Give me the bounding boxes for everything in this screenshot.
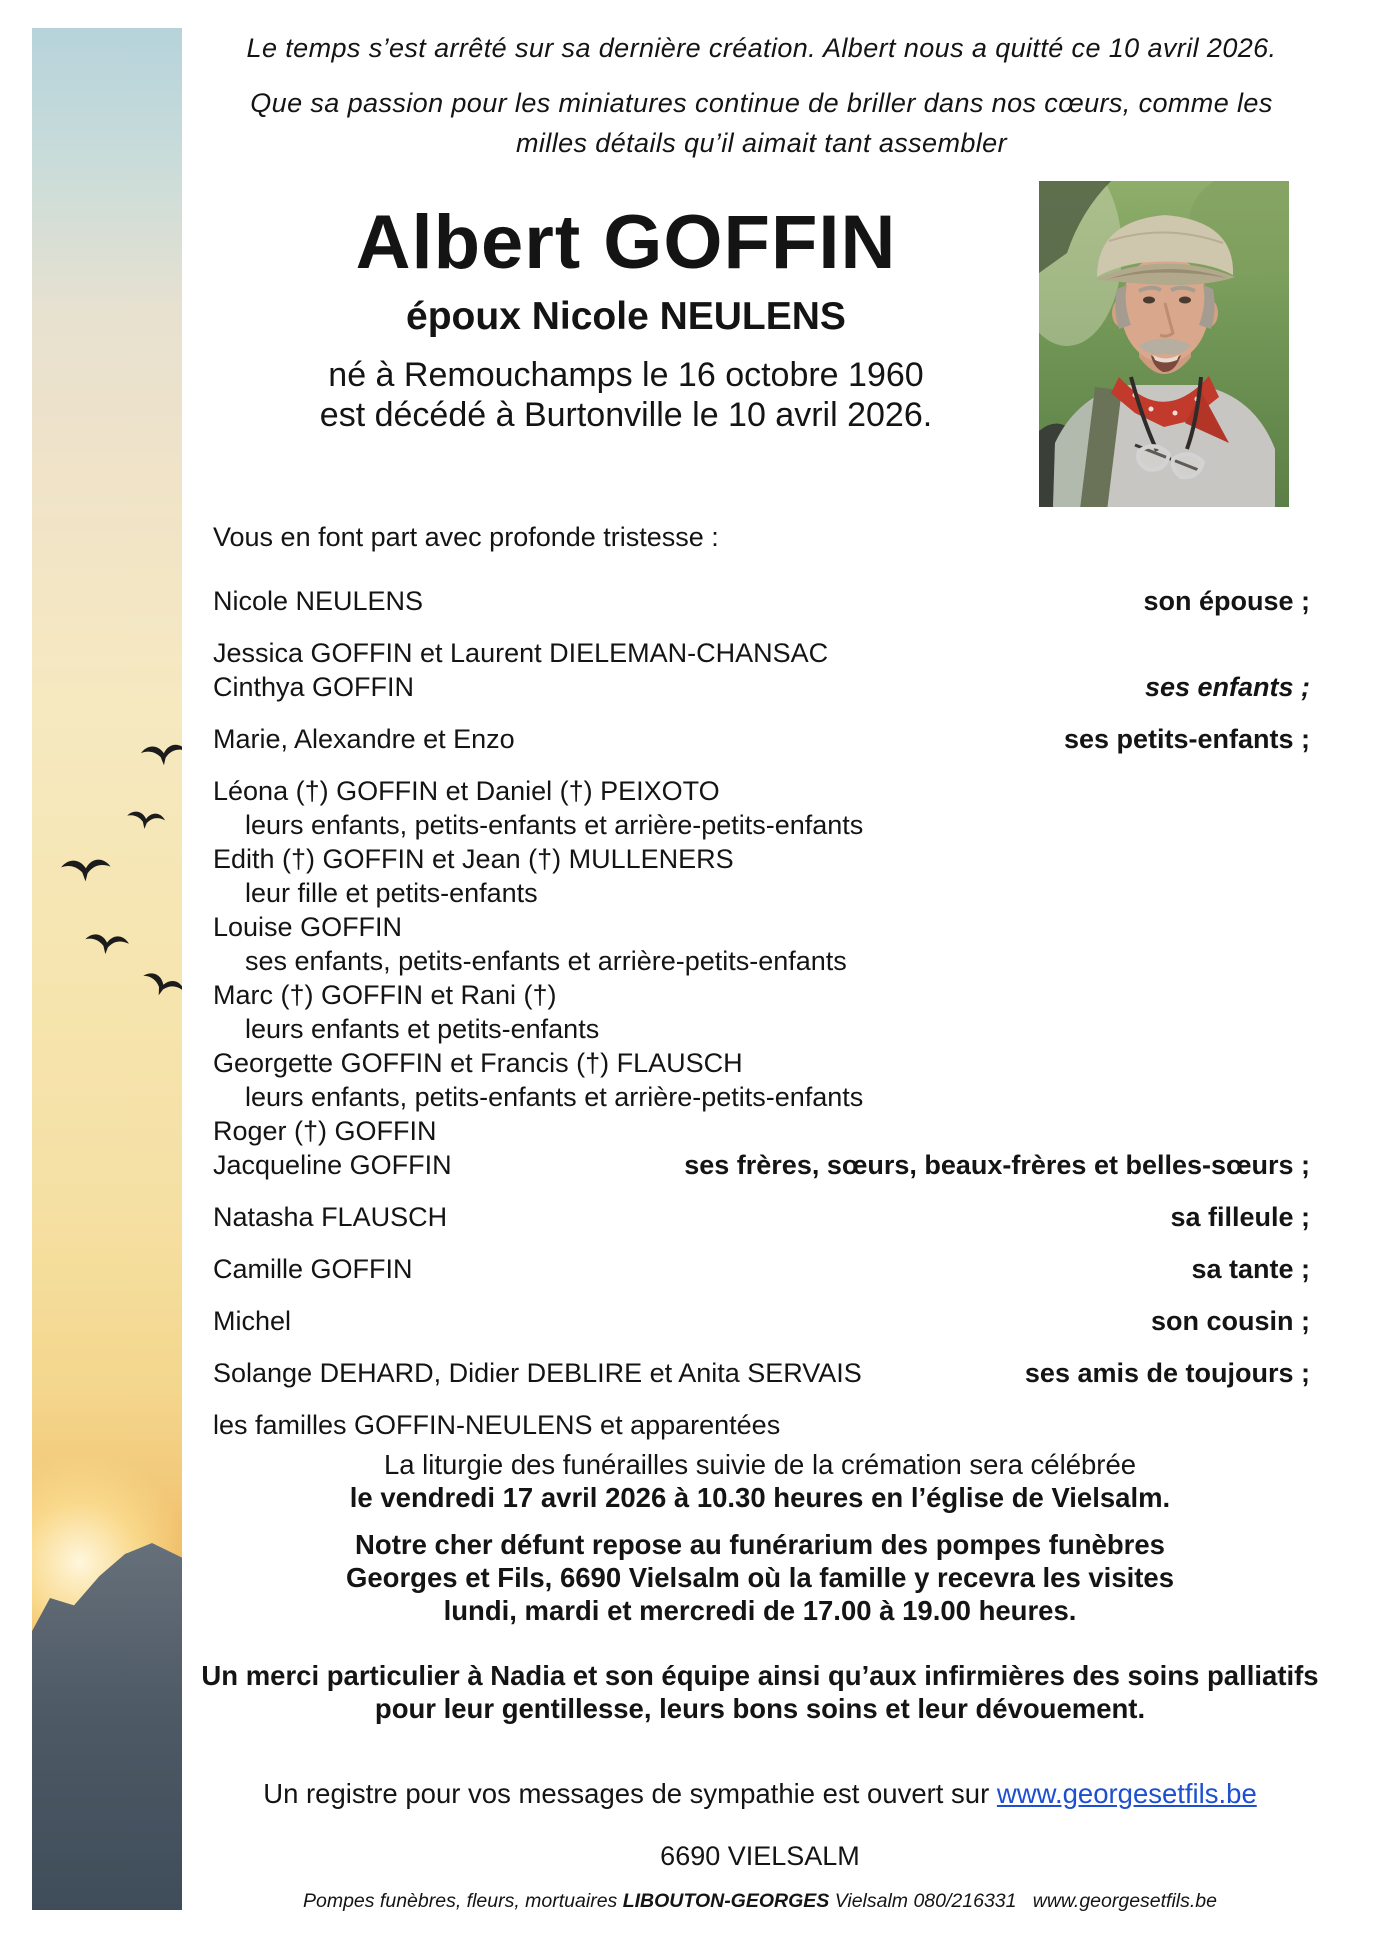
family-role-label: sa tante ; <box>1191 1254 1310 1284</box>
family-group <box>213 1356 1310 1390</box>
intro-text <box>213 28 1310 163</box>
family-member-name: Edith (†) GOFFIN et Jean (†) MULLENERS <box>213 844 734 874</box>
family-group <box>213 1200 1310 1234</box>
family-member-name: ses enfants, petits-enfants et arrière-petits-enfants <box>245 946 847 976</box>
family-member-name: Marc (†) GOFFIN et Rani (†) <box>213 980 557 1010</box>
family-group <box>213 1252 1310 1286</box>
ceremony-paragraph <box>160 1659 1360 1725</box>
family-role-label: ses frères, sœurs, beaux-frères et belles-sœurs ; <box>684 1150 1310 1180</box>
family-row <box>213 1148 1310 1182</box>
intro-line-2: Que sa passion pour les miniatures continue de briller dans nos cœurs, comme les <box>250 88 1273 118</box>
family-member-name: Roger (†) GOFFIN <box>213 1116 437 1146</box>
family-member-name: leur fille et petits-enfants <box>245 878 538 908</box>
family-row <box>213 910 1310 944</box>
family-row <box>213 978 1310 1012</box>
family-member-name: Marie, Alexandre et Enzo <box>213 724 515 754</box>
family-role-label: ses enfants ; <box>1144 672 1310 702</box>
family-member-name: leurs enfants, petits-enfants et arrière-petits-enfants <box>245 1082 864 1112</box>
family-row <box>213 808 1310 842</box>
ceremony-paragraphs <box>160 1448 1360 1725</box>
family-row <box>213 1012 1310 1046</box>
page-title: Albert GOFFIN <box>355 200 897 285</box>
ceremony-line: Un merci particulier à Nadia et son équipe ainsi qu’aux infirmières des soins palliatifs <box>201 1660 1319 1691</box>
ceremony-line: Notre cher défunt repose au funérarium des pompes funèbres <box>355 1529 1165 1560</box>
family-member-name: Solange DEHARD, Didier DEBLIRE et Anita SERVAIS <box>213 1358 862 1388</box>
family-role-label: ses amis de toujours ; <box>1024 1358 1310 1388</box>
family-member-name: Nicole NEULENS <box>213 586 424 616</box>
spouse-line: époux Nicole NEULENS <box>406 295 846 338</box>
bird-icon <box>59 852 113 887</box>
bird-icon <box>137 966 182 1006</box>
birth-line: né à Remouchamps le 16 octobre 1960 <box>328 356 924 394</box>
family-row <box>213 1408 1310 1442</box>
family-role-label: sa filleule ; <box>1170 1202 1310 1232</box>
family-member-name: Jacqueline GOFFIN <box>213 1150 452 1180</box>
family-group <box>213 1408 1310 1442</box>
family-group <box>213 636 1310 704</box>
family-row <box>213 876 1310 910</box>
family-group <box>213 722 1310 756</box>
bird-icon <box>125 807 167 834</box>
family-row <box>213 670 1310 704</box>
family-row <box>213 1200 1310 1234</box>
family-member-name: Camille GOFFIN <box>213 1254 413 1284</box>
family-row <box>213 1304 1310 1338</box>
register-text <box>160 1777 1360 1810</box>
family-section <box>213 520 1310 1460</box>
bird-icon <box>83 929 130 959</box>
family-list <box>213 584 1310 1442</box>
family-role-label: son cousin ; <box>1150 1306 1310 1336</box>
death-line: est décédé à Burtonville le 10 avril 2026. <box>319 396 933 434</box>
family-member-name: Jessica GOFFIN et Laurent DIELEMAN-CHANSAC <box>213 638 829 668</box>
family-member-name: leurs enfants, petits-enfants et arrière-petits-enfants <box>245 810 864 840</box>
announcement-text: Vous en font part avec profonde tristesse : <box>213 522 719 552</box>
intro-line-1: Le temps s’est arrêté sur sa dernière création. Albert nous a quitté ce 10 avril 2026. <box>246 33 1277 63</box>
ceremony-line: La liturgie des funérailles suivie de la crémation sera célébrée <box>383 1449 1137 1480</box>
family-row <box>213 944 1310 978</box>
ceremony-section <box>160 1448 1360 1913</box>
footer-prefix: Pompes funèbres, fleurs, mortuaires <box>302 1890 623 1912</box>
family-group <box>213 584 1310 618</box>
family-role-label: ses petits-enfants ; <box>1063 724 1310 754</box>
family-row <box>213 1114 1310 1148</box>
intro-line-3: milles détails qu’il aimait tant assembler <box>516 128 1007 158</box>
family-group <box>213 774 1310 1182</box>
ceremony-line: pour leur gentillesse, leurs bons soins et leur dévouement. <box>374 1693 1146 1724</box>
ceremony-paragraph <box>160 1528 1360 1627</box>
location-text: 6690 VIELSALM <box>660 1841 860 1871</box>
family-role-label: son épouse ; <box>1143 586 1310 616</box>
register-link[interactable]: www.georgesetfils.be <box>996 1778 1257 1809</box>
ceremony-paragraph <box>160 1448 1360 1514</box>
ceremony-line: Georges et Fils, 6690 Vielsalm où la famille y recevra les visites <box>345 1562 1175 1593</box>
footer-text <box>160 1889 1360 1913</box>
footer-suffix: Vielsalm 080/216331 www.georgesetfils.be <box>829 1890 1218 1912</box>
register-prefix: Un registre pour vos messages de sympathie est ouvert sur <box>263 1778 997 1809</box>
family-row <box>213 584 1310 618</box>
bird-icon <box>139 738 182 772</box>
family-row <box>213 774 1310 808</box>
family-group <box>213 1304 1310 1338</box>
footer-brand: LIBOUTON-GEORGES <box>622 1890 830 1912</box>
family-row <box>213 1046 1310 1080</box>
ceremony-line: le vendredi 17 avril 2026 à 10.30 heures en l’église de Vielsalm. <box>349 1482 1171 1513</box>
family-member-name: les familles GOFFIN-NEULENS et apparentées <box>213 1410 781 1440</box>
portrait-photo <box>1039 181 1289 507</box>
family-row <box>213 1356 1310 1390</box>
ceremony-line: lundi, mardi et mercredi de 17.00 à 19.00 heures. <box>443 1595 1077 1626</box>
family-member-name: Natasha FLAUSCH <box>213 1202 448 1232</box>
family-member-name: Cinthya GOFFIN <box>213 672 415 702</box>
family-member-name: Louise GOFFIN <box>213 912 403 942</box>
family-member-name: Georgette GOFFIN et Francis (†) FLAUSCH <box>213 1048 743 1078</box>
family-row <box>213 1252 1310 1286</box>
deceased-header <box>196 200 1056 435</box>
family-member-name: leurs enfants et petits-enfants <box>245 1014 600 1044</box>
family-member-name: Michel <box>213 1306 292 1336</box>
family-member-name: Léona (†) GOFFIN et Daniel (†) PEIXOTO <box>213 776 720 806</box>
family-row <box>213 636 1310 670</box>
family-row <box>213 842 1310 876</box>
family-row <box>213 722 1310 756</box>
family-row <box>213 1080 1310 1114</box>
